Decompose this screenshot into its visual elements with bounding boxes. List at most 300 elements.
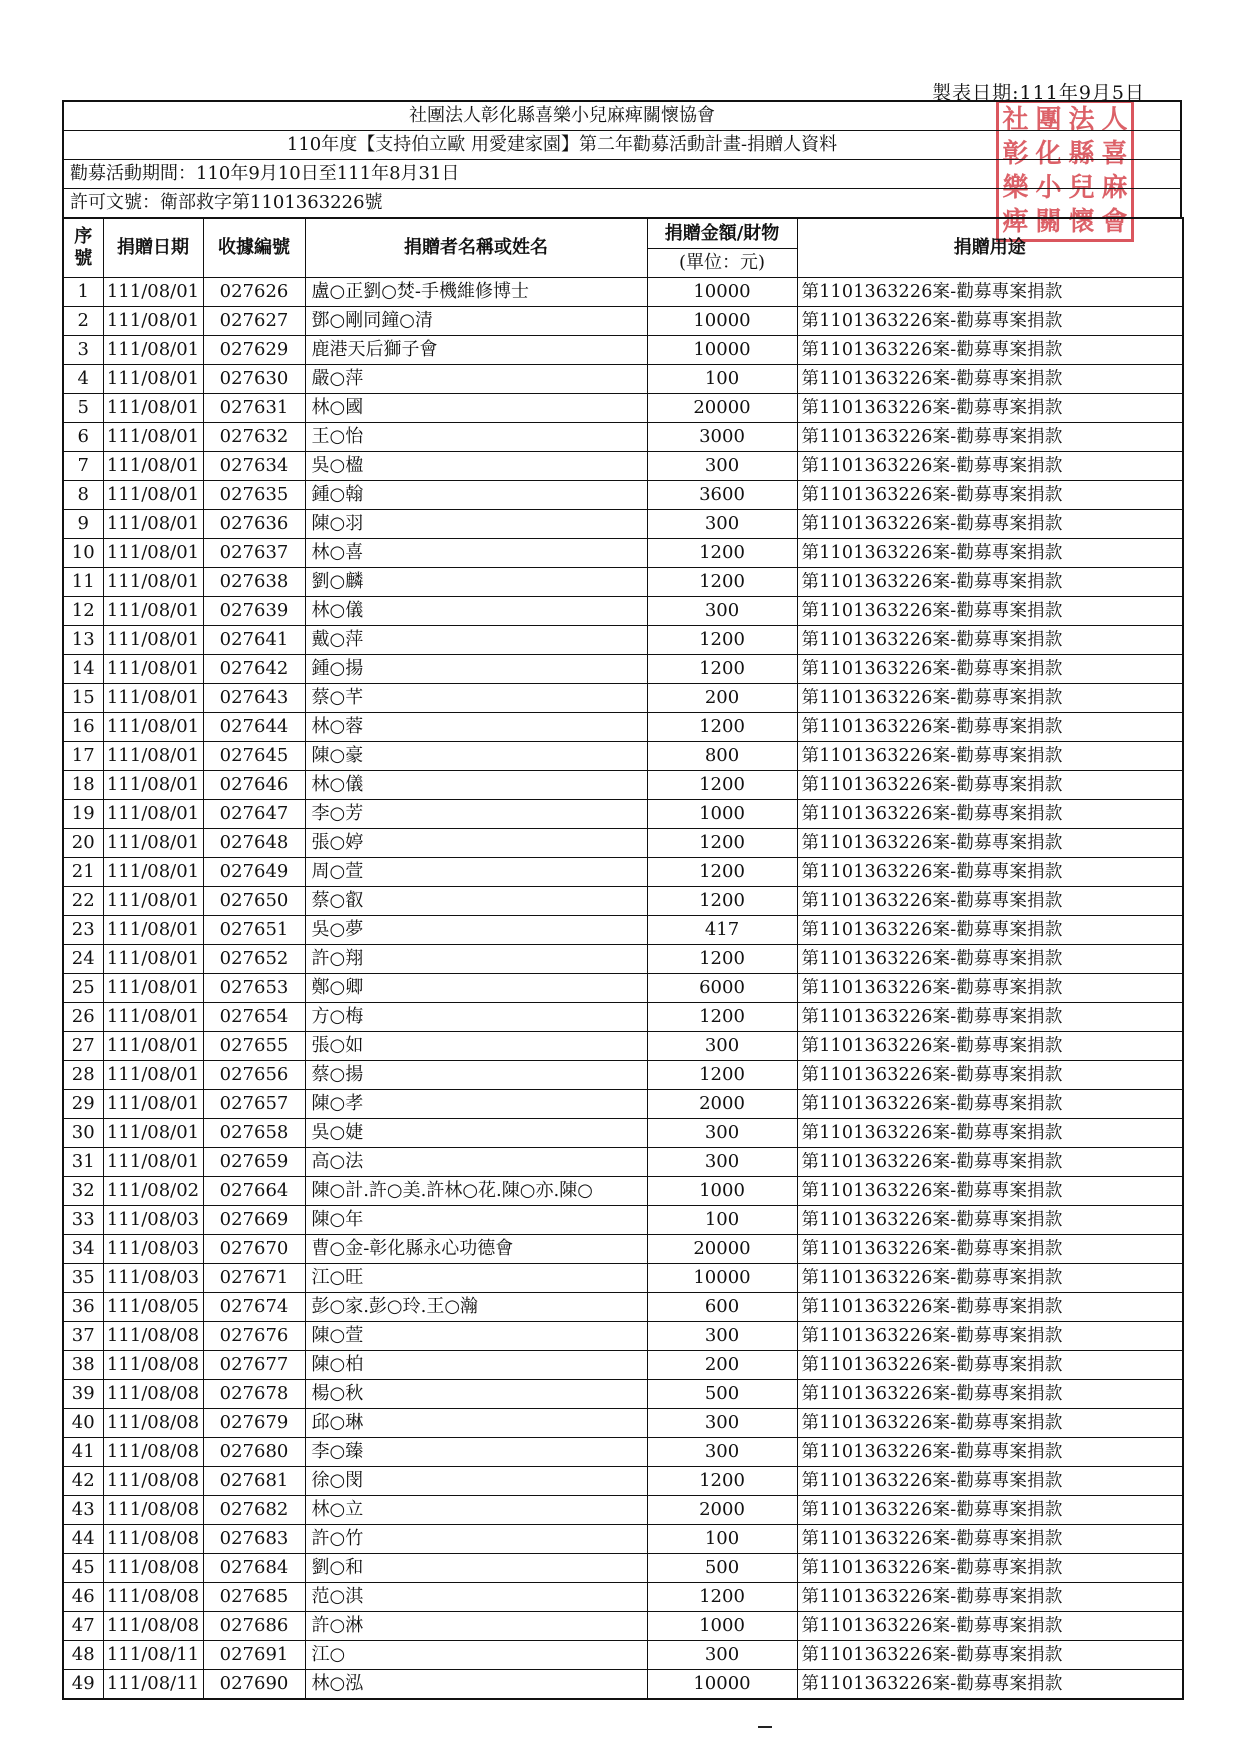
cell-receipt: 027647 — [203, 800, 305, 829]
cell-amount: 300 — [647, 1409, 797, 1438]
table-row — [63, 771, 1183, 800]
cell-amount: 1200 — [647, 887, 797, 916]
plan-title: 110年度【支持伯立歐 用愛建家園】第二年勸募活動計畫-捐贈人資料 — [64, 131, 1180, 160]
table-header-row — [63, 218, 1183, 278]
cell-purpose: 第1101363226案-勸募專案捐款 — [797, 423, 1183, 452]
cell-date: 111/08/01 — [103, 829, 203, 858]
cell-amount: 300 — [647, 510, 797, 539]
cell-donor: 吳○楹 — [305, 452, 647, 481]
table-row — [63, 1148, 1183, 1177]
cell-seq: 14 — [63, 655, 103, 684]
cell-donor: 林○蓉 — [305, 713, 647, 742]
cell-amount: 1200 — [647, 1061, 797, 1090]
cell-purpose: 第1101363226案-勸募專案捐款 — [797, 1438, 1183, 1467]
cell-receipt: 027679 — [203, 1409, 305, 1438]
cell-purpose: 第1101363226案-勸募專案捐款 — [797, 916, 1183, 945]
cell-amount: 100 — [647, 365, 797, 394]
cell-purpose: 第1101363226案-勸募專案捐款 — [797, 336, 1183, 365]
cell-purpose: 第1101363226案-勸募專案捐款 — [797, 278, 1183, 307]
cell-receipt: 027644 — [203, 713, 305, 742]
cell-donor: 鍾○揚 — [305, 655, 647, 684]
made-date: 製表日期:111年9月5日 — [932, 82, 1145, 104]
cell-date: 111/08/01 — [103, 1061, 203, 1090]
table-row — [63, 916, 1183, 945]
table-row — [63, 945, 1183, 974]
cell-purpose: 第1101363226案-勸募專案捐款 — [797, 1061, 1183, 1090]
table-row — [63, 1061, 1183, 1090]
cell-amount: 1000 — [647, 1612, 797, 1641]
cell-date: 111/08/01 — [103, 568, 203, 597]
cell-receipt: 027681 — [203, 1467, 305, 1496]
cell-amount: 10000 — [647, 307, 797, 336]
cell-date: 111/08/01 — [103, 539, 203, 568]
cell-date: 111/08/08 — [103, 1409, 203, 1438]
cell-purpose: 第1101363226案-勸募專案捐款 — [797, 1612, 1183, 1641]
cell-receipt: 027634 — [203, 452, 305, 481]
cell-donor: 范○淇 — [305, 1583, 647, 1612]
cell-seq: 36 — [63, 1293, 103, 1322]
cell-purpose: 第1101363226案-勸募專案捐款 — [797, 1525, 1183, 1554]
cell-seq: 31 — [63, 1148, 103, 1177]
cell-date: 111/08/08 — [103, 1554, 203, 1583]
cell-purpose: 第1101363226案-勸募專案捐款 — [797, 1554, 1183, 1583]
table-row — [63, 336, 1183, 365]
table-row — [63, 1670, 1183, 1700]
cell-seq: 48 — [63, 1641, 103, 1670]
cell-seq: 47 — [63, 1612, 103, 1641]
cell-donor: 鍾○翰 — [305, 481, 647, 510]
cell-receipt: 027664 — [203, 1177, 305, 1206]
cell-purpose: 第1101363226案-勸募專案捐款 — [797, 481, 1183, 510]
cell-donor: 江○旺 — [305, 1264, 647, 1293]
cell-purpose: 第1101363226案-勸募專案捐款 — [797, 771, 1183, 800]
cell-amount: 1200 — [647, 626, 797, 655]
cell-receipt: 027685 — [203, 1583, 305, 1612]
cell-receipt: 027631 — [203, 394, 305, 423]
cell-donor: 林○儀 — [305, 597, 647, 626]
cell-amount: 10000 — [647, 1670, 797, 1700]
cell-receipt: 027645 — [203, 742, 305, 771]
cell-purpose: 第1101363226案-勸募專案捐款 — [797, 1235, 1183, 1264]
cell-receipt: 027658 — [203, 1119, 305, 1148]
cell-donor: 陳○年 — [305, 1206, 647, 1235]
cell-donor: 蔡○芊 — [305, 684, 647, 713]
cell-receipt: 027677 — [203, 1351, 305, 1380]
table-row — [63, 1177, 1183, 1206]
cell-receipt: 027626 — [203, 278, 305, 307]
cell-seq: 29 — [63, 1090, 103, 1119]
cell-seq: 12 — [63, 597, 103, 626]
cell-date: 111/08/01 — [103, 1003, 203, 1032]
cell-amount: 10000 — [647, 336, 797, 365]
cell-receipt: 027669 — [203, 1206, 305, 1235]
organization-seal: 社 團 法 人 彰 化 縣 喜 樂 小 兒 麻 痺 關 懷 會 — [996, 100, 1134, 242]
cell-amount: 500 — [647, 1380, 797, 1409]
cell-purpose: 第1101363226案-勸募專案捐款 — [797, 1032, 1183, 1061]
cell-donor: 王○怡 — [305, 423, 647, 452]
table-row — [63, 1293, 1183, 1322]
cell-date: 111/08/01 — [103, 278, 203, 307]
cell-receipt: 027683 — [203, 1525, 305, 1554]
cell-date: 111/08/01 — [103, 655, 203, 684]
cell-seq: 18 — [63, 771, 103, 800]
cell-purpose: 第1101363226案-勸募專案捐款 — [797, 394, 1183, 423]
cell-seq: 1 — [63, 278, 103, 307]
cell-donor: 周○萱 — [305, 858, 647, 887]
cell-date: 111/08/01 — [103, 945, 203, 974]
table-row — [63, 1322, 1183, 1351]
cell-donor: 林○儀 — [305, 771, 647, 800]
cell-date: 111/08/03 — [103, 1206, 203, 1235]
cell-amount: 1200 — [647, 771, 797, 800]
cell-amount: 1200 — [647, 713, 797, 742]
table-row — [63, 597, 1183, 626]
cell-receipt: 027686 — [203, 1612, 305, 1641]
cell-date: 111/08/01 — [103, 742, 203, 771]
cell-donor: 戴○萍 — [305, 626, 647, 655]
cell-donor: 陳○豪 — [305, 742, 647, 771]
table-row — [63, 858, 1183, 887]
cell-seq: 9 — [63, 510, 103, 539]
cell-receipt: 027646 — [203, 771, 305, 800]
table-row — [63, 1380, 1183, 1409]
cell-receipt: 027650 — [203, 887, 305, 916]
cell-donor: 陳○羽 — [305, 510, 647, 539]
cell-date: 111/08/01 — [103, 800, 203, 829]
cell-date: 111/08/03 — [103, 1264, 203, 1293]
cell-seq: 4 — [63, 365, 103, 394]
table-row — [63, 1003, 1183, 1032]
cell-purpose: 第1101363226案-勸募專案捐款 — [797, 800, 1183, 829]
cell-receipt: 027629 — [203, 336, 305, 365]
cell-receipt: 027636 — [203, 510, 305, 539]
cell-donor: 吳○婕 — [305, 1119, 647, 1148]
cell-donor: 方○梅 — [305, 1003, 647, 1032]
cell-amount: 300 — [647, 597, 797, 626]
cell-amount: 200 — [647, 1351, 797, 1380]
col-purpose: 捐贈用途 — [797, 218, 1183, 278]
document-header — [62, 100, 1182, 217]
cell-donor: 鄭○卿 — [305, 974, 647, 1003]
cell-receipt: 027627 — [203, 307, 305, 336]
col-amount — [647, 218, 797, 278]
cell-amount: 3600 — [647, 481, 797, 510]
cell-receipt: 027652 — [203, 945, 305, 974]
table-row — [63, 1641, 1183, 1670]
cell-donor: 林○立 — [305, 1496, 647, 1525]
cell-receipt: 027632 — [203, 423, 305, 452]
cell-date: 111/08/03 — [103, 1235, 203, 1264]
cell-purpose: 第1101363226案-勸募專案捐款 — [797, 1467, 1183, 1496]
cell-donor: 徐○閔 — [305, 1467, 647, 1496]
table-row — [63, 1612, 1183, 1641]
cell-receipt: 027657 — [203, 1090, 305, 1119]
cell-date: 111/08/02 — [103, 1177, 203, 1206]
cell-purpose: 第1101363226案-勸募專案捐款 — [797, 1583, 1183, 1612]
cell-receipt: 027649 — [203, 858, 305, 887]
cell-seq: 5 — [63, 394, 103, 423]
org-title: 社團法人彰化縣喜樂小兒麻痺關懷協會 — [64, 102, 1180, 131]
cell-donor: 蔡○揚 — [305, 1061, 647, 1090]
cell-receipt: 027659 — [203, 1148, 305, 1177]
campaign-period: 勸募活動期間：110年9月10日至111年8月31日 — [64, 160, 1180, 189]
cell-date: 111/08/01 — [103, 452, 203, 481]
cell-donor: 鹿港天后獅子會 — [305, 336, 647, 365]
cell-date: 111/08/08 — [103, 1438, 203, 1467]
cell-amount: 200 — [647, 684, 797, 713]
cell-donor: 許○淋 — [305, 1612, 647, 1641]
cell-amount: 417 — [647, 916, 797, 945]
cell-date: 111/08/08 — [103, 1467, 203, 1496]
cell-date: 111/08/01 — [103, 597, 203, 626]
cell-receipt: 027676 — [203, 1322, 305, 1351]
donor-table — [62, 217, 1184, 1700]
table-row — [63, 1090, 1183, 1119]
cell-receipt: 027639 — [203, 597, 305, 626]
cell-date: 111/08/01 — [103, 394, 203, 423]
cell-donor: 李○芳 — [305, 800, 647, 829]
cell-seq: 27 — [63, 1032, 103, 1061]
cell-purpose: 第1101363226案-勸募專案捐款 — [797, 1670, 1183, 1700]
cell-donor: 許○翔 — [305, 945, 647, 974]
cell-amount: 100 — [647, 1206, 797, 1235]
cell-seq: 37 — [63, 1322, 103, 1351]
cell-receipt: 027648 — [203, 829, 305, 858]
cell-donor: 鄧○剛同鐘○清 — [305, 307, 647, 336]
cell-seq: 39 — [63, 1380, 103, 1409]
cell-receipt: 027651 — [203, 916, 305, 945]
cell-date: 111/08/08 — [103, 1496, 203, 1525]
cell-seq: 20 — [63, 829, 103, 858]
cell-date: 111/08/01 — [103, 887, 203, 916]
table-row — [63, 887, 1183, 916]
cell-purpose: 第1101363226案-勸募專案捐款 — [797, 539, 1183, 568]
cell-seq: 32 — [63, 1177, 103, 1206]
cell-purpose: 第1101363226案-勸募專案捐款 — [797, 1293, 1183, 1322]
cell-amount: 20000 — [647, 394, 797, 423]
cell-date: 111/08/01 — [103, 510, 203, 539]
cell-amount: 1200 — [647, 1467, 797, 1496]
cell-donor: 劉○和 — [305, 1554, 647, 1583]
cell-amount: 800 — [647, 742, 797, 771]
cell-amount: 300 — [647, 1438, 797, 1467]
cell-donor: 高○法 — [305, 1148, 647, 1177]
cell-seq: 38 — [63, 1351, 103, 1380]
cell-receipt: 027674 — [203, 1293, 305, 1322]
col-receipt: 收據編號 — [203, 218, 305, 278]
cell-seq: 35 — [63, 1264, 103, 1293]
cell-seq: 40 — [63, 1409, 103, 1438]
cell-receipt: 027654 — [203, 1003, 305, 1032]
table-row — [63, 307, 1183, 336]
cell-date: 111/08/01 — [103, 1148, 203, 1177]
cell-amount: 1200 — [647, 1003, 797, 1032]
table-row — [63, 1554, 1183, 1583]
cell-donor: 許○竹 — [305, 1525, 647, 1554]
cell-donor: 張○如 — [305, 1032, 647, 1061]
cell-purpose: 第1101363226案-勸募專案捐款 — [797, 452, 1183, 481]
cell-donor: 曹○金-彰化縣永心功德會 — [305, 1235, 647, 1264]
cell-amount: 1200 — [647, 945, 797, 974]
cell-amount: 1200 — [647, 829, 797, 858]
cell-receipt: 027635 — [203, 481, 305, 510]
table-row — [63, 1467, 1183, 1496]
table-row — [63, 481, 1183, 510]
page-mark — [758, 1726, 772, 1728]
table-row — [63, 452, 1183, 481]
cell-receipt: 027641 — [203, 626, 305, 655]
table-row — [63, 1032, 1183, 1061]
cell-amount: 3000 — [647, 423, 797, 452]
cell-date: 111/08/01 — [103, 626, 203, 655]
cell-receipt: 027682 — [203, 1496, 305, 1525]
cell-receipt: 027680 — [203, 1438, 305, 1467]
cell-purpose: 第1101363226案-勸募專案捐款 — [797, 1003, 1183, 1032]
cell-seq: 19 — [63, 800, 103, 829]
cell-seq: 28 — [63, 1061, 103, 1090]
cell-purpose: 第1101363226案-勸募專案捐款 — [797, 1148, 1183, 1177]
cell-purpose: 第1101363226案-勸募專案捐款 — [797, 1380, 1183, 1409]
cell-date: 111/08/01 — [103, 1119, 203, 1148]
cell-purpose: 第1101363226案-勸募專案捐款 — [797, 365, 1183, 394]
cell-donor: 劉○麟 — [305, 568, 647, 597]
cell-purpose: 第1101363226案-勸募專案捐款 — [797, 974, 1183, 1003]
cell-seq: 8 — [63, 481, 103, 510]
table-row — [63, 1235, 1183, 1264]
cell-receipt: 027638 — [203, 568, 305, 597]
col-date: 捐贈日期 — [103, 218, 203, 278]
cell-seq: 44 — [63, 1525, 103, 1554]
cell-receipt: 027690 — [203, 1670, 305, 1700]
col-donor: 捐贈者名稱或姓名 — [305, 218, 647, 278]
cell-amount: 1200 — [647, 858, 797, 887]
cell-date: 111/08/08 — [103, 1322, 203, 1351]
table-row — [63, 1119, 1183, 1148]
cell-receipt: 027637 — [203, 539, 305, 568]
cell-purpose: 第1101363226案-勸募專案捐款 — [797, 568, 1183, 597]
cell-purpose: 第1101363226案-勸募專案捐款 — [797, 655, 1183, 684]
cell-date: 111/08/01 — [103, 1090, 203, 1119]
table-row — [63, 568, 1183, 597]
cell-amount: 1200 — [647, 539, 797, 568]
cell-amount: 10000 — [647, 278, 797, 307]
cell-amount: 300 — [647, 1032, 797, 1061]
cell-amount: 300 — [647, 452, 797, 481]
cell-amount: 100 — [647, 1525, 797, 1554]
cell-amount: 1000 — [647, 1177, 797, 1206]
cell-seq: 17 — [63, 742, 103, 771]
cell-receipt: 027655 — [203, 1032, 305, 1061]
cell-purpose: 第1101363226案-勸募專案捐款 — [797, 510, 1183, 539]
col-seq: 序號 — [63, 218, 103, 278]
cell-date: 111/08/11 — [103, 1641, 203, 1670]
cell-amount: 500 — [647, 1554, 797, 1583]
cell-seq: 21 — [63, 858, 103, 887]
cell-purpose: 第1101363226案-勸募專案捐款 — [797, 1090, 1183, 1119]
cell-seq: 16 — [63, 713, 103, 742]
cell-seq: 24 — [63, 945, 103, 974]
table-row — [63, 423, 1183, 452]
cell-receipt: 027684 — [203, 1554, 305, 1583]
cell-seq: 3 — [63, 336, 103, 365]
cell-seq: 46 — [63, 1583, 103, 1612]
table-row — [63, 626, 1183, 655]
cell-date: 111/08/01 — [103, 684, 203, 713]
cell-amount: 1000 — [647, 800, 797, 829]
table-row — [63, 742, 1183, 771]
cell-amount: 2000 — [647, 1496, 797, 1525]
cell-date: 111/08/01 — [103, 858, 203, 887]
table-body — [63, 278, 1183, 1700]
cell-amount: 10000 — [647, 1264, 797, 1293]
table-row — [63, 365, 1183, 394]
table-row — [63, 278, 1183, 307]
cell-purpose: 第1101363226案-勸募專案捐款 — [797, 887, 1183, 916]
cell-donor: 吳○夢 — [305, 916, 647, 945]
cell-date: 111/08/08 — [103, 1612, 203, 1641]
cell-purpose: 第1101363226案-勸募專案捐款 — [797, 307, 1183, 336]
cell-date: 111/08/05 — [103, 1293, 203, 1322]
cell-seq: 15 — [63, 684, 103, 713]
donor-document — [62, 100, 1182, 1700]
cell-seq: 49 — [63, 1670, 103, 1700]
cell-seq: 41 — [63, 1438, 103, 1467]
cell-amount: 6000 — [647, 974, 797, 1003]
cell-donor: 楊○秋 — [305, 1380, 647, 1409]
cell-seq: 26 — [63, 1003, 103, 1032]
cell-amount: 2000 — [647, 1090, 797, 1119]
permit-number: 許可文號：衛部救字第1101363226號 — [70, 192, 383, 213]
cell-date: 111/08/08 — [103, 1380, 203, 1409]
cell-purpose: 第1101363226案-勸募專案捐款 — [797, 858, 1183, 887]
cell-purpose: 第1101363226案-勸募專案捐款 — [797, 684, 1183, 713]
cell-donor: 陳○計.許○美.許林○花.陳○亦.陳○ — [305, 1177, 647, 1206]
cell-receipt: 027678 — [203, 1380, 305, 1409]
cell-donor: 陳○萱 — [305, 1322, 647, 1351]
cell-purpose: 第1101363226案-勸募專案捐款 — [797, 1322, 1183, 1351]
cell-seq: 30 — [63, 1119, 103, 1148]
table-row — [63, 713, 1183, 742]
table-row — [63, 1583, 1183, 1612]
cell-seq: 34 — [63, 1235, 103, 1264]
cell-purpose: 第1101363226案-勸募專案捐款 — [797, 1177, 1183, 1206]
cell-seq: 45 — [63, 1554, 103, 1583]
cell-purpose: 第1101363226案-勸募專案捐款 — [797, 1409, 1183, 1438]
cell-date: 111/08/01 — [103, 481, 203, 510]
cell-date: 111/08/01 — [103, 336, 203, 365]
cell-receipt: 027642 — [203, 655, 305, 684]
cell-date: 111/08/11 — [103, 1670, 203, 1700]
cell-receipt: 027653 — [203, 974, 305, 1003]
cell-donor: 蔡○叡 — [305, 887, 647, 916]
cell-purpose: 第1101363226案-勸募專案捐款 — [797, 1641, 1183, 1670]
cell-receipt: 027671 — [203, 1264, 305, 1293]
cell-purpose: 第1101363226案-勸募專案捐款 — [797, 1264, 1183, 1293]
cell-purpose: 第1101363226案-勸募專案捐款 — [797, 1496, 1183, 1525]
table-row — [63, 1351, 1183, 1380]
cell-receipt: 027656 — [203, 1061, 305, 1090]
cell-date: 111/08/01 — [103, 974, 203, 1003]
cell-purpose: 第1101363226案-勸募專案捐款 — [797, 1119, 1183, 1148]
table-row — [63, 655, 1183, 684]
cell-amount: 600 — [647, 1293, 797, 1322]
cell-receipt: 027630 — [203, 365, 305, 394]
cell-donor: 林○國 — [305, 394, 647, 423]
cell-date: 111/08/01 — [103, 423, 203, 452]
cell-amount: 20000 — [647, 1235, 797, 1264]
table-row — [63, 539, 1183, 568]
cell-donor: 邱○琳 — [305, 1409, 647, 1438]
